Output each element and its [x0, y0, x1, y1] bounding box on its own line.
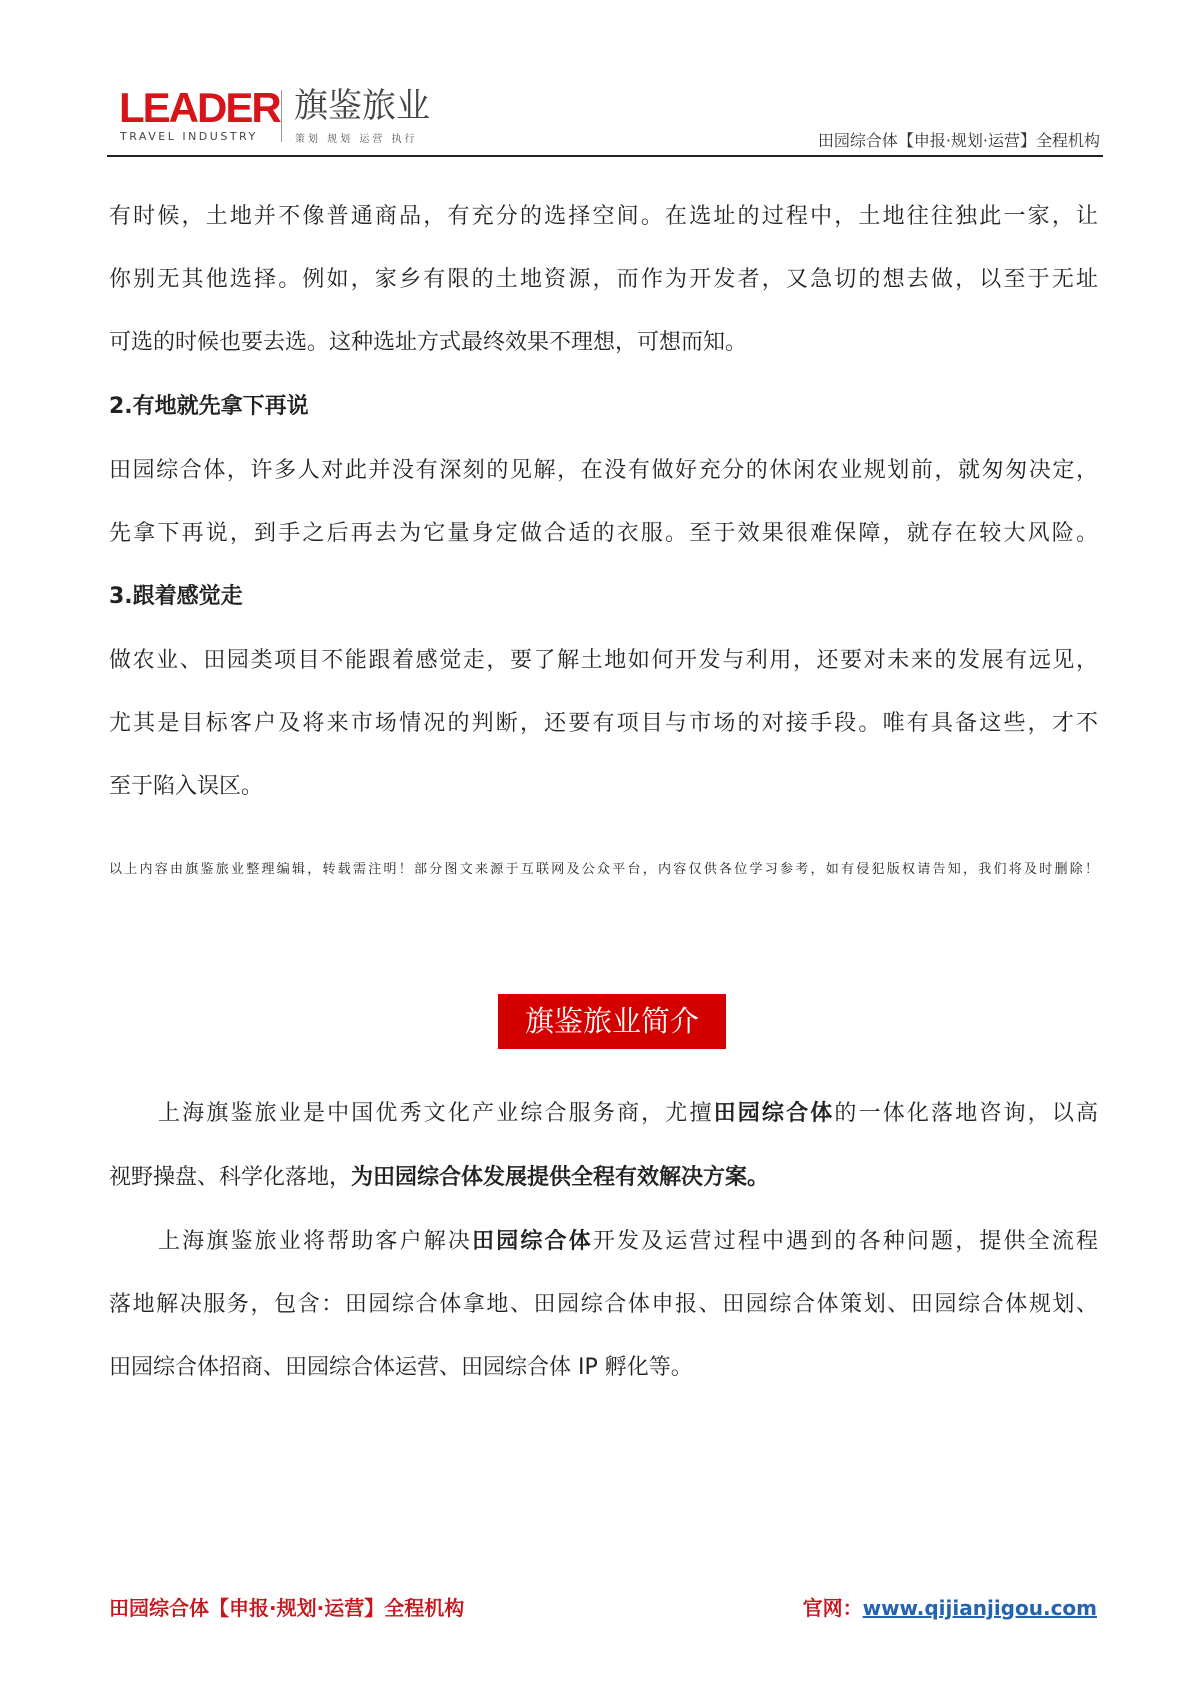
intro-line	[109, 1163, 1098, 1193]
text-line: 可选的时候也要去选。这种选址方式最终效果不理想，可想而知。	[109, 330, 748, 355]
site-link[interactable]: www.qijianjigou.com	[862, 1596, 1097, 1620]
text-line: 你别无其他选择。例如，家乡有限的土地资源，而作为开发者，又急切的想去做，以至于无址	[109, 267, 1098, 292]
section-heading: 3.跟着感觉走	[109, 584, 243, 609]
disclaimer: 以上内容由旗鉴旅业整理编辑，转载需注明！部分图文来源于互联网及公众平台，内容仅供各位学习参考，如有侵犯版权请告知，我们将及时删除！	[109, 862, 1098, 877]
intro-line	[109, 1227, 1098, 1257]
text: 开发及运营过程中遇到的各种问题，提供全流程	[592, 1229, 1098, 1254]
logo-chinese-subtitle: 策划 规划 运营 执行	[295, 134, 418, 145]
text-line: 尤其是目标客户及将来市场情况的判断，还要有项目与市场的对接手段。唯有具备这些，才不	[109, 711, 1098, 736]
text-line: 至于陷入误区。	[109, 774, 264, 799]
footer-tagline: 田园综合体【申报·规划·运营】全程机构	[109, 1596, 465, 1620]
text-line: 做农业、田园类项目不能跟着感觉走，要了解土地如何开发与利用，还要对未来的发展有远见，	[109, 648, 1098, 673]
text: 上海旗鉴旅业将帮助客户解决	[158, 1229, 473, 1254]
logo-chinese: 旗鉴旅业	[294, 86, 430, 126]
bold-text: 为田园综合体发展提供全程有效解决方案。	[351, 1165, 770, 1190]
intro-line: 落地解决服务，包含：田园综合体拿地、田园综合体申报、田园综合体策划、田园综合体规划、	[109, 1292, 1098, 1317]
logo-divider	[281, 90, 282, 142]
header-rule	[107, 155, 1103, 157]
header-tagline: 田园综合体【申报·规划·运营】全程机构	[817, 131, 1100, 150]
text-line: 田园综合体，许多人对此并没有深刻的见解，在没有做好充分的休闲农业规划前，就匆匆决定，	[109, 458, 1098, 483]
logo-subtitle: TRAVEL INDUSTRY	[120, 130, 258, 143]
logo-leader: LEADER	[119, 84, 280, 131]
footer-site	[803, 1592, 1097, 1621]
bold-text: 田园综合体	[713, 1101, 835, 1126]
text-line: 先拿下再说，到手之后再去为它量身定做合适的衣服。至于效果很难保障，就存在较大风险。	[109, 521, 1098, 546]
site-label: 官网：	[802, 1596, 863, 1620]
text: 的一体化落地咨询，以高	[834, 1101, 1098, 1126]
section-heading: 2.有地就先拿下再说	[109, 394, 309, 419]
intro-title: 旗鉴旅业简介	[498, 994, 726, 1049]
text: 上海旗鉴旅业是中国优秀文化产业综合服务商，尤擅	[158, 1101, 714, 1126]
intro-line	[109, 1099, 1098, 1129]
text-line: 有时候，土地并不像普通商品，有充分的选择空间。在选址的过程中，土地往往独此一家，让	[109, 204, 1098, 229]
text: 视野操盘、科学化落地，	[109, 1165, 352, 1190]
bold-text: 田园综合体	[472, 1229, 593, 1254]
intro-line: 田园综合体招商、田园综合体运营、田园综合体 IP 孵化等。	[109, 1355, 693, 1380]
